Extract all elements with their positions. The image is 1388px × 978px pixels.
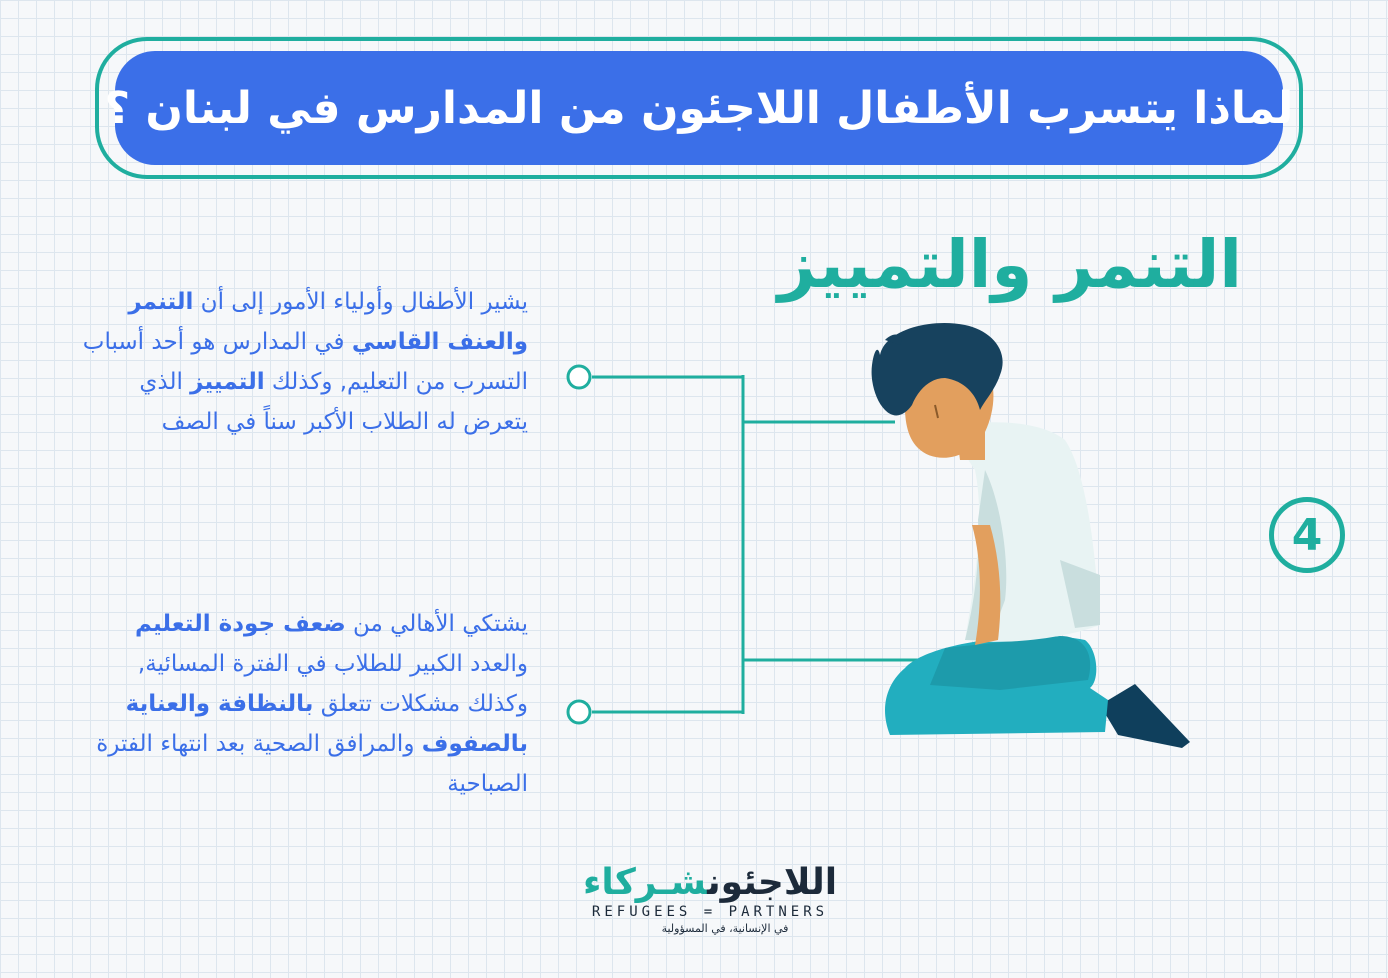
paragraph-bold: التمييز	[190, 369, 265, 395]
section-heading: التنمر والتمييز	[777, 226, 1242, 303]
paragraph-text: والعدد الكبير للطلاب في الفترة المسائية, وكذلك مشكلات تتعلق	[137, 651, 528, 717]
paragraph-text: الذي يتعرض له الطلاب الأكبر سناً في الصف	[139, 369, 528, 435]
logo-tagline: في الإنسانية، في المسؤولية	[661, 922, 789, 935]
paragraph-bold: ضعف جودة التعليم	[134, 611, 346, 637]
paragraph-text: يشير الأطفال وأولياء الأمور إلى أن	[193, 289, 528, 315]
logo-arabic-main: اللاجئون	[707, 862, 838, 903]
connector-node-bottom	[568, 701, 590, 723]
logo-arabic	[560, 862, 860, 904]
paragraph-text: في المدارس هو أحد أسباب التسرب من التعليم, وكذلك	[82, 329, 528, 395]
connector-node-top	[568, 366, 590, 388]
kneeling-boy-illustration	[872, 323, 1190, 748]
paragraph-bold: التنمر والعنف القاسي	[128, 289, 528, 355]
logo-arabic-accent: شـركاء	[582, 862, 708, 903]
page-title: لماذا يتسرب الأطفال اللاجئون من المدارس في لبنان ؟	[104, 82, 1294, 134]
connector-lines	[592, 375, 935, 714]
section-number-badge: 4	[1269, 497, 1345, 573]
paragraph-text: والمرافق الصحية بعد انتهاء الفترة الصباحية	[96, 731, 528, 797]
partner-logo	[560, 862, 860, 935]
logo-english: REFUGEES = PARTNERS	[591, 904, 829, 920]
paragraph-text: يشتكي الأهالي من	[345, 611, 528, 637]
paragraph-bold: بالنظافة والعناية بالصفوف	[125, 691, 528, 757]
